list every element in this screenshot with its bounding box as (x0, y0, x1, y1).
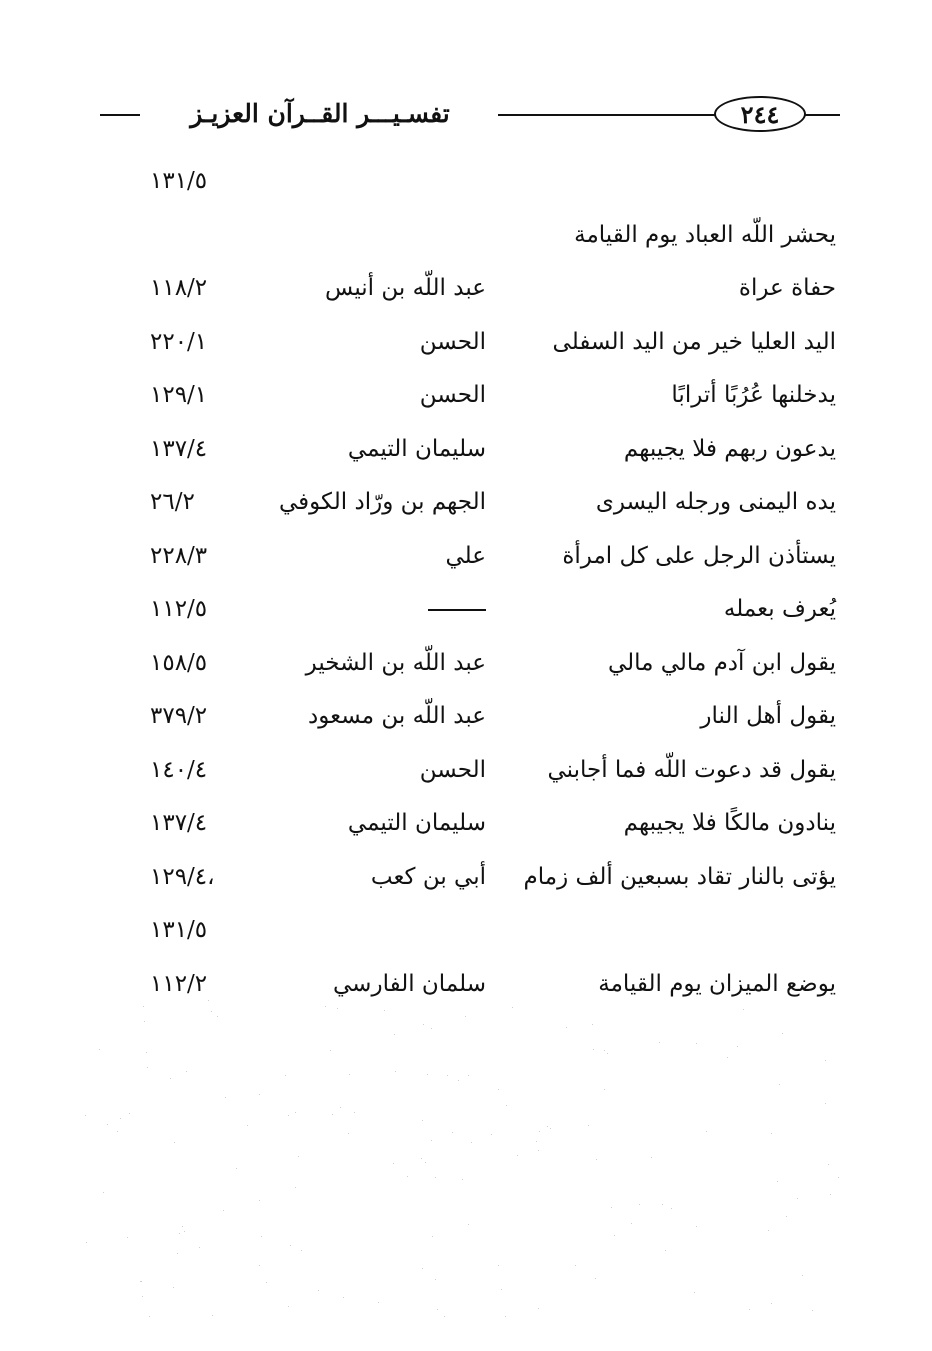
scan-speck (465, 1016, 466, 1017)
index-entry-row (0, 800, 932, 854)
index-entry-row (0, 747, 932, 801)
scan-speck (173, 1287, 174, 1288)
scan-speck (129, 1113, 130, 1114)
scan-speck (665, 1250, 666, 1251)
volume-page-reference: ١٢٩/١ (150, 382, 208, 408)
volume-page-reference: ١٣١/٥ (150, 168, 208, 194)
scan-speck (285, 1075, 286, 1076)
index-entry-row (0, 319, 932, 373)
scan-speck (471, 1142, 472, 1143)
scan-speck (771, 1303, 772, 1304)
scan-speck (782, 1033, 783, 1034)
scan-speck (595, 1278, 596, 1279)
hadith-text: يحشر اللّه العباد يوم القيامة (574, 221, 836, 248)
narrator-name: عبد اللّه بن مسعود (308, 703, 486, 729)
scan-speck (593, 1049, 594, 1050)
scan-speck (141, 1281, 142, 1282)
scan-speck (771, 1133, 772, 1134)
scan-speck (611, 1207, 612, 1208)
scan-speck (435, 1177, 436, 1178)
scan-speck (199, 1247, 200, 1248)
scan-speck (662, 1204, 663, 1205)
scan-speck (468, 1075, 469, 1076)
narrator-name: سلمان الفارسي (333, 970, 486, 997)
hadith-text: اليد العليا خير من اليد السفلى (552, 328, 836, 355)
hadith-index-list (0, 158, 932, 1014)
index-entry-row (0, 265, 932, 319)
scan-speck (394, 1034, 395, 1035)
scan-speck (332, 1114, 333, 1115)
narrator-name: سليمان التيمي (347, 810, 486, 836)
scan-speck (743, 1009, 744, 1010)
hadith-text: يستأذن الرجل على كل امرأة (562, 542, 836, 569)
scan-speck (651, 1157, 652, 1158)
volume-page-reference: ١١٨/٢ (150, 275, 208, 301)
scan-speck (802, 1275, 803, 1276)
scan-speck (422, 1120, 423, 1121)
index-entry-row (0, 907, 932, 961)
page-number: ٢٤٤ (714, 96, 806, 132)
scan-speck (505, 1316, 506, 1317)
scan-speck (330, 1050, 331, 1051)
scan-speck (671, 1208, 672, 1209)
narrator-name (254, 158, 486, 212)
scan-speck (538, 1308, 539, 1309)
scan-speck (749, 1309, 750, 1310)
scan-speck (247, 1125, 248, 1126)
scan-speck (85, 1115, 86, 1116)
scan-speck (786, 1216, 787, 1217)
scan-speck (432, 1236, 433, 1237)
narrator-name: الحسن (419, 756, 486, 783)
scan-speck (223, 1210, 224, 1211)
scan-speck (107, 1124, 108, 1125)
scan-speck (512, 1007, 513, 1008)
scan-speck (407, 1176, 408, 1177)
scan-speck (117, 1131, 118, 1132)
scan-speck (458, 1080, 459, 1081)
scan-speck (144, 1021, 145, 1022)
volume-page-reference: ٢٢٨/٣ (150, 542, 208, 569)
scan-speck (349, 1074, 350, 1075)
index-entry-row (0, 426, 932, 480)
scan-speck (498, 1089, 499, 1090)
scan-speck (354, 1112, 355, 1113)
scan-speck (266, 1282, 267, 1283)
scan-speck (212, 1315, 213, 1316)
scan-speck (259, 1200, 260, 1201)
scan-speck (337, 1008, 338, 1009)
scan-speck (103, 1192, 104, 1193)
index-entry-row (0, 372, 932, 426)
index-entry-row (0, 640, 932, 694)
narrator-name (254, 586, 486, 640)
index-entry-row (0, 961, 932, 1015)
scan-speck (768, 1230, 769, 1231)
scan-speck (431, 1028, 432, 1029)
scan-speck (501, 1289, 502, 1290)
scan-speck (149, 1316, 150, 1317)
narrator-name (254, 907, 486, 961)
index-entry-row (0, 212, 932, 266)
scan-speck (295, 1112, 296, 1113)
index-entry-row (0, 854, 932, 908)
scan-speck (120, 1118, 121, 1119)
scan-speck (825, 1060, 826, 1061)
volume-page-reference: ١٢٩/٤، (150, 863, 215, 890)
scan-speck (812, 1310, 813, 1311)
narrator-name: سليمان التيمي (347, 435, 486, 462)
scan-speck (592, 1024, 593, 1025)
scan-speck (301, 1250, 302, 1251)
scan-speck (777, 1181, 778, 1182)
volume-page-reference: ١٣٧/٤ (150, 810, 208, 836)
narrator-name: الحسن (419, 382, 486, 408)
hadith-text: يقول قد دعوت اللّه فما أجابني (547, 756, 836, 783)
volume-page-reference: ٢٢٠/١ (150, 328, 208, 355)
scan-speck (491, 1134, 492, 1135)
scan-speck (444, 1316, 445, 1317)
scan-speck (146, 1052, 147, 1053)
scan-speck (348, 1133, 349, 1134)
hadith-text: يؤتى بالنار تقاد بسبعين ألف زمام (523, 863, 836, 890)
volume-page-reference: ١١٢/٥ (150, 596, 208, 622)
scan-speck (838, 1177, 839, 1178)
narrator-name: أبي بن كعب (370, 863, 486, 890)
scan-speck (393, 1163, 394, 1164)
scan-speck (288, 1115, 289, 1116)
scan-speck (536, 1141, 537, 1142)
scan-speck (225, 1097, 226, 1098)
volume-page-reference: ١٤٠/٤ (150, 756, 208, 783)
hadith-text (501, 158, 836, 212)
scan-speck (179, 1233, 180, 1234)
scan-speck (437, 1309, 438, 1310)
header-rule-right (800, 114, 840, 116)
scan-speck (737, 1046, 738, 1047)
scan-speck (298, 1156, 299, 1157)
scan-speck (208, 1000, 209, 1001)
scan-speck (517, 1155, 518, 1156)
scan-speck (468, 1224, 469, 1225)
index-entry-row (0, 693, 932, 747)
volume-page-reference: ٣٧٩/٢ (150, 703, 208, 729)
scan-speck (462, 1179, 463, 1180)
scan-speck (431, 1140, 432, 1141)
scan-speck (694, 1292, 695, 1293)
scan-speck (177, 1253, 178, 1254)
scan-speck (170, 1078, 171, 1079)
volume-page-reference (150, 212, 248, 266)
narrator-name: الجهم بن ورّاد الكوفي (279, 489, 486, 515)
scan-speck (435, 1279, 436, 1280)
scan-speck (614, 1235, 615, 1236)
volume-page-reference: ١٣١/٥ (150, 917, 208, 943)
hadith-text: يُعرف بعمله (723, 596, 836, 622)
scan-speck (295, 1187, 296, 1188)
scan-speck (498, 1265, 499, 1266)
scan-speck (127, 1237, 128, 1238)
scan-speck (447, 1075, 448, 1076)
hadith-text: يقول أهل النار (700, 703, 836, 729)
scan-speck (659, 1042, 660, 1043)
index-entry-row (0, 533, 932, 587)
scan-speck (588, 1125, 589, 1126)
scan-speck (236, 1168, 237, 1169)
hadith-text: يوضع الميزان يوم القيامة (598, 970, 836, 997)
running-header (100, 92, 840, 138)
scan-speck (174, 1142, 175, 1143)
hadith-text: حفاة عراة (738, 275, 836, 301)
scan-speck (384, 1010, 385, 1011)
scan-speck (452, 1132, 453, 1133)
narrator-name: الحسن (419, 328, 486, 355)
scan-speck (550, 1128, 551, 1129)
scan-speck (631, 1223, 632, 1224)
scan-speck (639, 1204, 640, 1205)
scan-speck (830, 1194, 831, 1195)
scan-speck (184, 1231, 185, 1232)
narrator-name: علي (445, 542, 486, 569)
narrator-name (254, 212, 486, 266)
scan-speck (539, 1131, 540, 1132)
volume-page-reference: ١٣٧/٤ (150, 435, 208, 462)
volume-page-reference: ١٥٨/٥ (150, 649, 208, 676)
index-entry-row (0, 586, 932, 640)
scan-speck (596, 1159, 597, 1160)
hadith-text: ينادون مالكًا فلا يجيبهم (623, 810, 836, 836)
scan-speck (325, 1006, 326, 1007)
scan-speck (142, 1296, 143, 1297)
scan-speck (828, 1164, 829, 1165)
volume-page-reference: ٢٦/٢ (150, 489, 195, 515)
scan-speck (427, 1074, 428, 1075)
scan-speck (566, 1027, 567, 1028)
scan-speck (696, 1043, 697, 1044)
scan-speck (147, 1067, 148, 1068)
scan-speck (506, 1105, 507, 1106)
scan-speck (425, 1162, 426, 1163)
scan-speck (422, 1268, 423, 1269)
no-narrator-dash (428, 609, 486, 611)
scan-speck (140, 1281, 141, 1282)
scan-speck (343, 1297, 344, 1298)
scan-speck (259, 1265, 260, 1266)
scan-speck (288, 1306, 289, 1307)
scan-speck (290, 1245, 291, 1246)
header-rule-left (100, 114, 140, 116)
scan-speck (825, 1103, 826, 1104)
hadith-text: يده اليمنى ورجله اليسرى (595, 489, 836, 515)
hadith-text: يدخلنها عُرُبًا أترابًا (671, 382, 836, 408)
volume-page-reference: ١١٢/٢ (150, 970, 208, 997)
scan-speck (421, 1158, 422, 1159)
book-title: تفسـيـــر القــرآن العزيـز (190, 99, 450, 128)
scan-speck (727, 1057, 728, 1058)
scan-speck (423, 1024, 424, 1025)
scan-speck (797, 1198, 798, 1199)
scan-speck (706, 1131, 707, 1132)
scan-speck (318, 1290, 319, 1291)
index-entry-row (0, 158, 932, 212)
scan-speck (340, 1107, 341, 1108)
hadith-text: يقول ابن آدم مالي مالي (607, 649, 836, 676)
scan-speck (378, 1302, 379, 1303)
scan-speck (259, 1094, 260, 1095)
narrator-name: عبد اللّه بن أنيس (325, 275, 486, 301)
scan-speck (186, 1071, 187, 1072)
scan-speck (261, 1236, 262, 1237)
scan-speck (143, 1006, 144, 1007)
hadith-text: يدعون ربهم فلا يجيبهم (623, 435, 836, 462)
scan-speck (395, 1071, 396, 1072)
scan-speck (211, 1011, 212, 1012)
scan-speck (217, 1016, 218, 1017)
scan-speck (99, 1049, 100, 1050)
scan-speck (607, 1053, 608, 1054)
index-entry-row (0, 479, 932, 533)
scan-speck (86, 1242, 87, 1243)
scan-speck (779, 1084, 780, 1085)
scan-speck (604, 1089, 605, 1090)
scan-speck (604, 1050, 605, 1051)
narrator-name: عبد اللّه بن الشخير (305, 649, 486, 676)
scan-speck (696, 1226, 697, 1227)
scan-speck (538, 1150, 539, 1151)
hadith-text (501, 907, 836, 961)
scan-speck (575, 1265, 576, 1266)
scan-speck (182, 1226, 183, 1227)
scan-speck (547, 1126, 548, 1127)
